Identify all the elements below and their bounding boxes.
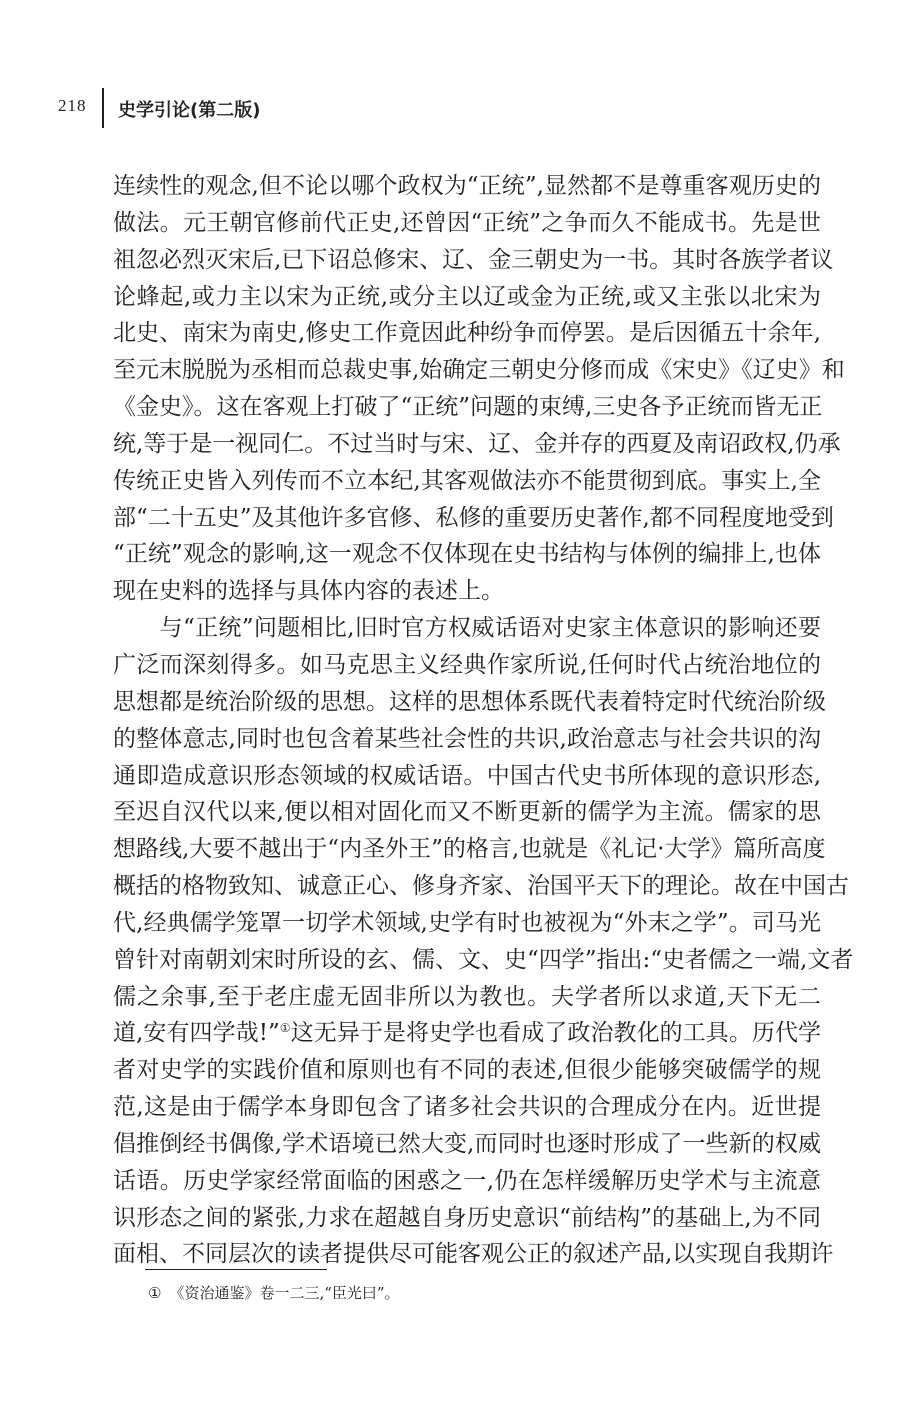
footnote-divider bbox=[145, 1269, 327, 1270]
text-line: 曾针对南朝刘宋时所设的玄、儒、文、史“四学”指出:“史者儒之一端,文者 bbox=[113, 946, 854, 973]
footnote bbox=[148, 1282, 400, 1304]
text-line: 通即造成意识形态领域的权威话语。中国古代史书所体现的意识形态, bbox=[113, 762, 821, 789]
text-line: 部“二十五史”及其他许多官修、私修的重要历史著作,都不同程度地受到 bbox=[113, 504, 834, 531]
text-line: 代,经典儒学笼罩一切学术领域,史学有时也被视为“外末之学”。司马光 bbox=[113, 909, 821, 936]
footnote-marker: ① bbox=[148, 1284, 162, 1302]
text-line: 识形态之间的紧张,力求在超越自身历史意识“前结构”的基础上,为不同 bbox=[113, 1204, 821, 1231]
text-line: 想路线,大要不越出于“内圣外王”的格言,也就是《礼记·大学》篇所高度 bbox=[113, 836, 826, 863]
text-line: 祖忽必烈灭宋后,已下诏总修宋、辽、金三朝史为一书。其时各族学者议 bbox=[113, 246, 834, 273]
text-line: 者对史学的实践价值和原则也有不同的表述,但很少能够突破儒学的规 bbox=[113, 1057, 821, 1084]
text-line: 倡推倒经书偶像,学术语境已然大变,而同时也逐时形成了一些新的权威 bbox=[113, 1130, 821, 1157]
text-segment: 这无异于是将史学也看成了政治教化的工具。历代学 bbox=[290, 1020, 822, 1047]
footnote-text: 《资治通鉴》卷一二三,“臣光曰”。 bbox=[169, 1284, 400, 1302]
text-line: 至迟自汉代以来,便以相对固化而又不断更新的儒学为主流。儒家的思 bbox=[113, 799, 821, 826]
text-line: 至元末脱脱为丞相而总裁史事,始确定三朝史分修而成《宋史》《辽史》和 bbox=[113, 357, 845, 384]
text-line: 广泛而深刻得多。如马克思主义经典作家所说,任何时代占统治地位的 bbox=[113, 651, 821, 678]
text-line: 面相、不同层次的读者提供尽可能客观公正的叙述产品,以实现自我期许 bbox=[113, 1241, 834, 1268]
text-line-with-footnote-ref bbox=[113, 1015, 821, 1052]
text-line: “正统”观念的影响,这一观念不仅体现在史书结构与体例的编排上,也体 bbox=[113, 541, 821, 568]
text-line: 北史、南宋为南史,修史工作竟因此种纷争而停罢。是后因循五十余年, bbox=[113, 320, 821, 347]
footnote-reference[interactable]: ① bbox=[279, 1021, 291, 1036]
text-line: 概括的格物致知、诚意正心、修身齐家、治国平天下的理论。故在中国古 bbox=[113, 873, 849, 900]
text-line: 思想都是统治阶级的思想。这样的思想体系既代表着特定时代统治阶级 bbox=[113, 688, 826, 715]
header-divider bbox=[102, 88, 104, 128]
text-line: 范,这是由于儒学本身即包含了诸多社会共识的合理成分在内。近世提 bbox=[113, 1094, 821, 1121]
text-line: 论蜂起,或力主以宋为正统,或分主以辽或金为正统,或又主张以北宋为 bbox=[113, 283, 821, 310]
text-line: 统,等于是一视同仁。不过当时与宋、辽、金并存的西夏及南诏政权,仍承 bbox=[113, 430, 841, 457]
body-text bbox=[113, 168, 854, 1273]
text-line: 话语。历史学家经常面临的困惑之一,仍在怎样缓解历史学术与主流意 bbox=[113, 1167, 821, 1194]
text-line: 传统正史皆入列传而不立本纪,其客观做法亦不能贯彻到底。事实上,全 bbox=[113, 467, 821, 494]
paragraph-end-line: 现在史料的选择与具体内容的表述上。 bbox=[113, 578, 504, 605]
text-line: 《金史》。这在客观上打破了“正统”问题的束缚,三史各予正统而皆无正 bbox=[113, 394, 823, 421]
page-number: 218 bbox=[58, 96, 87, 115]
text-line: 儒之余事,至于老庄虚无固非所以为教也。夫学者所以求道,天下无二 bbox=[113, 983, 821, 1010]
text-segment: 道,安有四学哉!” bbox=[113, 1020, 280, 1047]
text-line: 连续性的观念,但不论以哪个政权为“正统”,显然都不是尊重客观历史的 bbox=[113, 173, 821, 199]
paragraph-start-line: 与“正统”问题相比,旧时官方权威话语对史家主体意识的影响还要 bbox=[113, 615, 821, 642]
running-title: 史学引论(第二版) bbox=[118, 100, 261, 121]
text-line: 做法。元王朝官修前代正史,还曾因“正统”之争而久不能成书。先是世 bbox=[113, 209, 821, 236]
text-line: 的整体意志,同时也包含着某些社会性的共识,政治意志与社会共识的沟 bbox=[113, 725, 821, 752]
